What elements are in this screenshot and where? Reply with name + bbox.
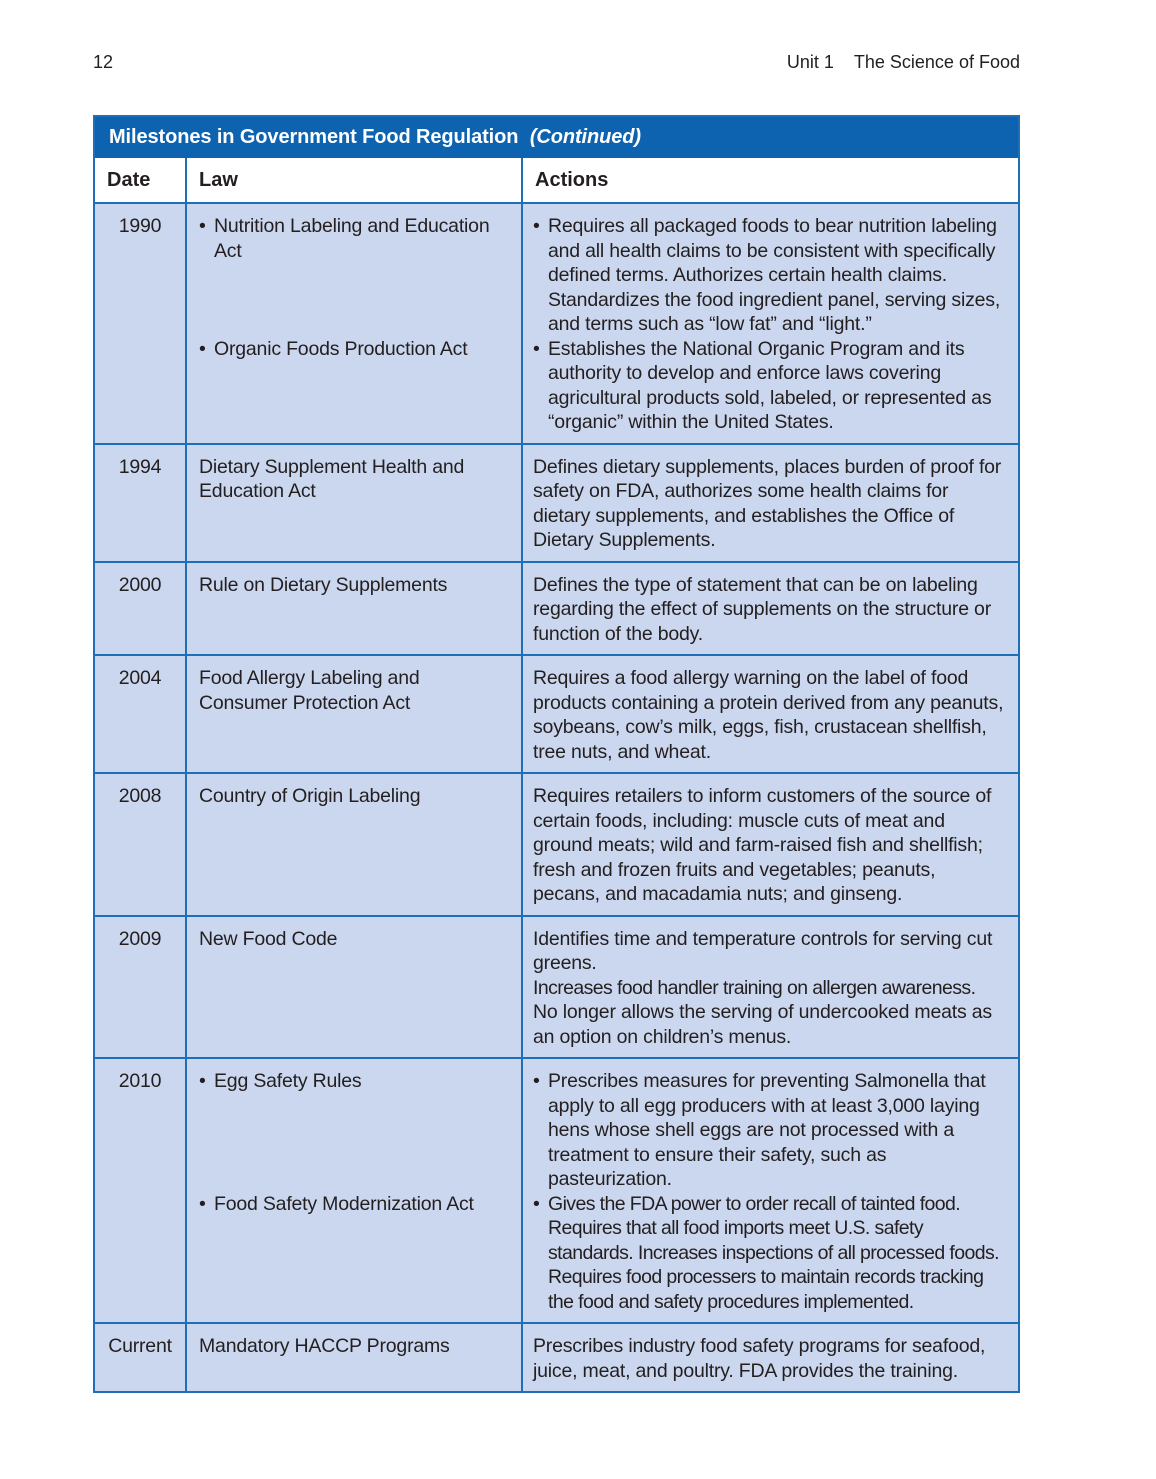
law-cell [185,774,521,915]
column-header-law: Law [185,158,521,202]
action-text: Requires retailers to inform customers of the source of certain foods, including: muscle cuts of meat and ground meats; wild and farm-raised fish and shellfish; fresh and frozen fruits and vegetables; peanuts, pecans, and macadamia nuts; and ginseng. [533,785,992,905]
law-text: Country of Origin Labeling [199,785,421,807]
actions-cell [521,1324,1018,1391]
table-row [95,915,1018,1058]
table-row [95,772,1018,915]
running-head [787,52,1020,72]
bullet-icon [199,214,214,263]
bullet-icon [533,1069,548,1192]
law-text: Organic Foods Production Act [214,337,468,360]
table-row [95,654,1018,772]
date-cell: 1994 [118,455,162,478]
action-text: Increases food handler training on allergen awareness. [533,976,976,999]
action-text: Prescribes industry food safety programs for seafood, juice, meat, and poultry. FDA provides the training. [533,1335,986,1382]
milestones-table [93,115,1020,1393]
bullet-icon [533,337,548,435]
actions-cell [521,917,1018,1058]
date-cell: 1990 [118,215,162,237]
law-cell [185,1192,521,1323]
actions-cell [521,445,1018,561]
law-cell [185,445,521,561]
law-text: Food Safety Modernization Act [214,1192,474,1215]
law-cell [185,563,521,655]
law-text: Dietary Supplement Health and Education Act [199,455,465,502]
running-head-unit: Unit 1 [786,52,834,72]
table-row [95,202,1018,443]
table-title-bar [95,117,1018,158]
action-text: Establishes the National Organic Program and its authority to develop and enforce laws covering agricultural products sold, labeled, or represented as “organic” within the United States. [548,337,992,433]
law-item [199,214,493,263]
page-header [93,52,1020,72]
bullet-icon [199,1192,214,1217]
law-text: Nutrition Labeling and Education Act [214,215,490,262]
column-header-date: Date [107,169,151,191]
actions-cell [521,1192,1018,1323]
action-item [533,1192,1004,1315]
actions-cell [521,563,1018,655]
actions-cell [521,774,1018,915]
actions-cell [521,204,1018,337]
actions-cell [521,1059,1018,1192]
law-cell [185,204,521,337]
law-cell [185,337,521,443]
action-item [533,1069,1004,1192]
law-text: Mandatory HACCP Programs [199,1335,450,1357]
law-cell [185,1059,521,1192]
table-title-continued: (Continued) [529,126,641,148]
running-head-title: The Science of Food [853,52,1020,72]
column-header-actions: Actions [521,158,1018,202]
action-text: Requires all packaged foods to bear nutrition labeling and all health claims to be consistent with specifically defined terms. Authorizes certain health claims. Standardizes the food ingredient panel, serving sizes, and terms such as “low fat” and “light.” [548,215,1001,335]
law-item [199,1069,493,1094]
action-item [533,337,1004,435]
law-text: New Food Code [199,927,338,950]
law-text: Rule on Dietary Supplements [199,573,448,596]
law-text: Egg Safety Rules [214,1070,362,1092]
page-number: 12 [93,52,114,72]
bullet-icon [199,1069,214,1094]
bullet-icon [533,214,548,337]
law-item [199,1192,493,1217]
table-row [95,561,1018,655]
table-row [95,1322,1018,1391]
action-text: Defines dietary supplements, places burden of proof for safety on FDA, authorizes some health claims for dietary supplements, and establishes the Office of Dietary Supplements. [533,455,1002,551]
action-text: Gives the FDA power to order recall of tainted food. Requires that all food imports meet U.S. safety standards. Increases inspections of all processed foods. Requires food processers to maintain records tracking the food and safety procedures implemented. [548,1192,999,1313]
actions-cell [521,337,1018,443]
law-cell [185,1324,521,1391]
action-text: Requires a food allergy warning on the label of food products containing a protein derived from any peanuts, soybeans, cow’s milk, eggs, fish, crustacean shellfish, tree nuts, and wheat. [533,667,1004,763]
date-cell: Current [108,1335,172,1357]
date-cell: 2009 [118,927,162,950]
table-row [95,1057,1018,1322]
law-cell [185,917,521,1058]
bullet-icon [533,1192,548,1315]
date-cell: 2008 [118,785,162,807]
law-text: Food Allergy Labeling and Consumer Protection Act [199,667,420,714]
action-text: Prescribes measures for preventing Salmonella that apply to all egg producers with at least 3,000 laying hens whose shell eggs are not processed with a treatment to ensure their safety, such as pasteurization. [548,1070,986,1190]
law-item [199,337,493,362]
bullet-icon [199,337,214,362]
table-header-row [95,158,1018,202]
law-cell [185,656,521,772]
date-cell: 2004 [118,667,162,689]
action-text: Defines the type of statement that can be on labeling regarding the effect of supplements on the structure or function of the body. [533,573,991,645]
action-item [533,214,1004,337]
action-text: Identifies time and temperature controls for serving cut greens. [533,927,993,974]
table-row [95,443,1018,561]
actions-cell [521,656,1018,772]
date-cell: 2000 [118,573,162,596]
action-text: No longer allows the serving of undercooked meats as an option on children’s menus. [533,1001,992,1048]
table-title: Milestones in Government Food Regulation [109,126,519,148]
date-cell: 2010 [118,1070,162,1092]
